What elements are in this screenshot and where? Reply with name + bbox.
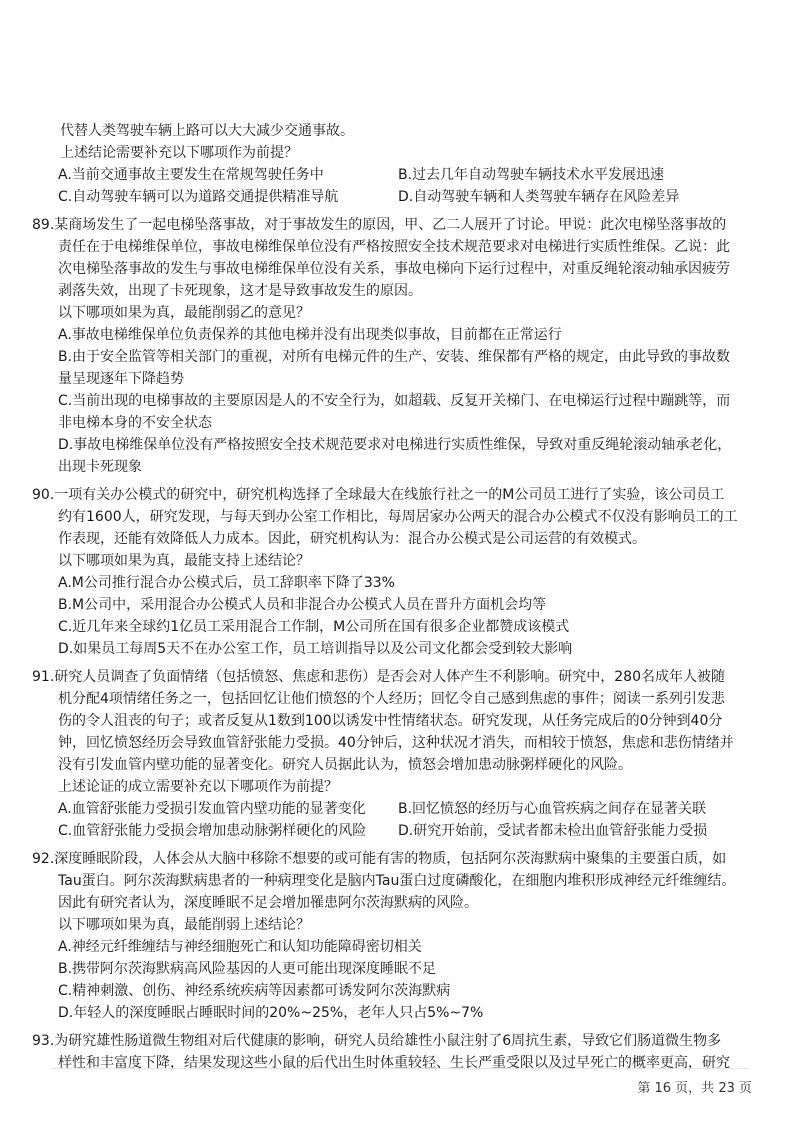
question-text: 代替人类驾驶车辆上路可以大大减少交通事故。 [60, 123, 354, 139]
question-text: 责任在于电梯维保单位，事故电梯维保单位没有严格按照安全技术规范要求对电梯进行实质性维保。乙说：此 [58, 239, 730, 255]
question-prompt: 以下哪项如果为真，最能支持上述结论？ [58, 553, 310, 569]
options-row [58, 186, 748, 208]
options-row [58, 164, 748, 186]
option-a: A.M公司推行混合办公模式后，员工辞职率下降了33% [58, 575, 395, 591]
question-text: 剥落失效，出现了卡死现象，这才是导致事故发生的原因。 [58, 283, 422, 299]
option-b: B.M公司中，采用混合办公模式人员和非混合办公模式人员在晋升方面机会均等 [58, 597, 547, 613]
option-b: B.过去几年自动驾驶车辆技术水平发展迅速 [398, 167, 665, 183]
question-text: 机分配4项情绪任务之一，包括回忆让他们愤怒的个人经历；回忆令自己感到焦虑的事件；阅读一系列引发悲 [58, 691, 725, 707]
options-row [32, 820, 748, 842]
option-d: D.事故电梯维保单位没有严格按照安全技术规范要求对电梯进行实质性维保，导致对重反绳轮滚动轴承老化， [58, 437, 732, 453]
option-c: C.血管舒张能力受损会增加患动脉粥样硬化的风险 [58, 823, 367, 839]
option-a: A.血管舒张能力受损引发血管内壁功能的显著变化 [58, 801, 366, 817]
question-text: Tau蛋白。阿尔茨海默病患者的一种病理变化是脑内Tau蛋白过度磷酸化，在细胞内堆积形成神经元纤维缠结。 [58, 873, 736, 889]
option-d: D.研究开始前，受试者都未检出血管舒张能力受损 [398, 823, 708, 839]
question-text: 因此有研究者认为，深度睡眠不足会增加罹患阿尔茨海默病的风险。 [58, 895, 478, 911]
option-b: B.由于安全监管等相关部门的重视，对所有电梯元件的生产、安装、维保都有严格的规定，由此导致的事故数 [58, 349, 731, 365]
question-prompt: 以下哪项如果为真，最能削弱上述结论？ [58, 917, 310, 933]
question-92 [32, 848, 748, 1024]
question-text: 93.为研究雄性肠道微生物组对后代健康的影响，研究人员给雄性小鼠注射了6周抗生素，导致它们肠道微生物多 [32, 1033, 722, 1049]
question-89 [32, 214, 748, 478]
question-text: 钟，回忆愤怒经历会导致血管舒张能力受损。40分钟后，这种状况才消失，而相较于愤怒，焦虑和悲伤情绪并 [58, 735, 734, 751]
question-88-tail [58, 120, 748, 208]
option-b-cont: 量呈现逐年下降趋势 [58, 371, 184, 387]
question-text: 样性和丰富度下降，结果发现这些小鼠的后代出生时体重较轻、生长严重受限以及过早死亡的概率更高，研究 [58, 1055, 730, 1071]
question-text: 作表现，还能有效降低人力成本。因此，研究机构认为：混合办公模式是公司运营的有效模式。 [58, 531, 646, 547]
option-a: A.神经元纤维缠结与神经细胞死亡和认知功能障碍密切相关 [58, 939, 422, 955]
options-row [32, 798, 748, 820]
option-a: A.事故电梯维保单位负责保养的其他电梯并没有出现类似事故，目前都在正常运行 [58, 327, 562, 343]
option-c: C.当前出现的电梯事故的主要原因是人的不安全行为，如超载、反复开关梯门、在电梯运行过程中蹦跳等，而 [58, 393, 731, 409]
question-prompt: 上述论证的成立需要补充以下哪项作为前提？ [58, 779, 338, 795]
option-a: A.当前交通事故主要发生在常规驾驶任务中 [58, 167, 324, 183]
question-prompt: 以下哪项如果为真，最能削弱乙的意见？ [58, 305, 310, 321]
question-text: 次电梯坠落事故的发生与事故电梯维保单位没有关系，事故电梯向下运行过程中，对重反绳轮滚动轴承因疲劳 [58, 261, 730, 277]
question-prompt: 上述结论需要补充以下哪项作为前提？ [60, 145, 298, 161]
option-b: B.携带阿尔茨海默病高风险基因的人更可能出现深度睡眠不足 [58, 961, 437, 977]
question-text: 没有引发血管内壁功能的显著变化。研究人员据此认为，愤怒会增加患动脉粥样硬化的风险。 [58, 757, 632, 773]
question-text: 伤的令人沮丧的句子；或者反复从1数到100以诱发中性情绪状态。研究发现，从任务完成后的0分钟到40分 [58, 713, 723, 729]
question-text: 92.深度睡眠阶段，人体会从大脑中移除不想要的或可能有害的物质，包括阿尔茨海默病中聚集的主要蛋白质，如 [32, 851, 727, 867]
footer-divider [50, 1068, 750, 1069]
option-c-cont: 非电梯本身的不安全状态 [58, 415, 212, 431]
option-d: D.自动驾驶车辆和人类驾驶车辆存在风险差异 [398, 189, 680, 205]
option-d-cont: 出现卡死现象 [58, 459, 142, 475]
option-b: B.回忆愤怒的经历与心血管疾病之间存在显著关联 [398, 801, 707, 817]
option-d: D.如果员工每周5天不在办公室工作，员工培训指导以及公司文化都会受到较大影响 [58, 641, 573, 657]
page-number: 第 16 页，共 23 页 [637, 1081, 752, 1096]
question-text: 90.一项有关办公模式的研究中，研究机构选择了全球最大在线旅行社之一的M公司员工进行了实验，该公司员工 [32, 487, 725, 503]
option-c: C.精神刺激、创伤、神经系统疾病等因素都可诱发阿尔茨海默病 [58, 983, 451, 999]
question-text: 91.研究人员调查了负面情绪（包括愤怒、焦虑和悲伤）是否会对人体产生不利影响。研究中，280名成年人被随 [32, 669, 725, 685]
option-c: C.自动驾驶车辆可以为道路交通提供精准导航 [58, 189, 339, 205]
question-text: 89.某商场发生了一起电梯坠落事故，对于事故发生的原因，甲、乙二人展开了讨论。甲说：此次电梯坠落事故的 [32, 217, 727, 233]
question-90 [32, 484, 748, 660]
option-c: C.近几年来全球约1亿员工采用混合工作制，M公司所在国有很多企业都赞成该模式 [58, 619, 570, 635]
question-text: 约有1600人，研究发现，与每天到办公室工作相比，每周居家办公两天的混合办公模式不仅没有影响员工的工 [58, 509, 738, 525]
question-91 [32, 666, 748, 842]
exam-page-body [32, 120, 748, 1074]
option-d: D.年轻人的深度睡眠占睡眠时间的20%~25%，老年人只占5%~7% [58, 1005, 484, 1021]
